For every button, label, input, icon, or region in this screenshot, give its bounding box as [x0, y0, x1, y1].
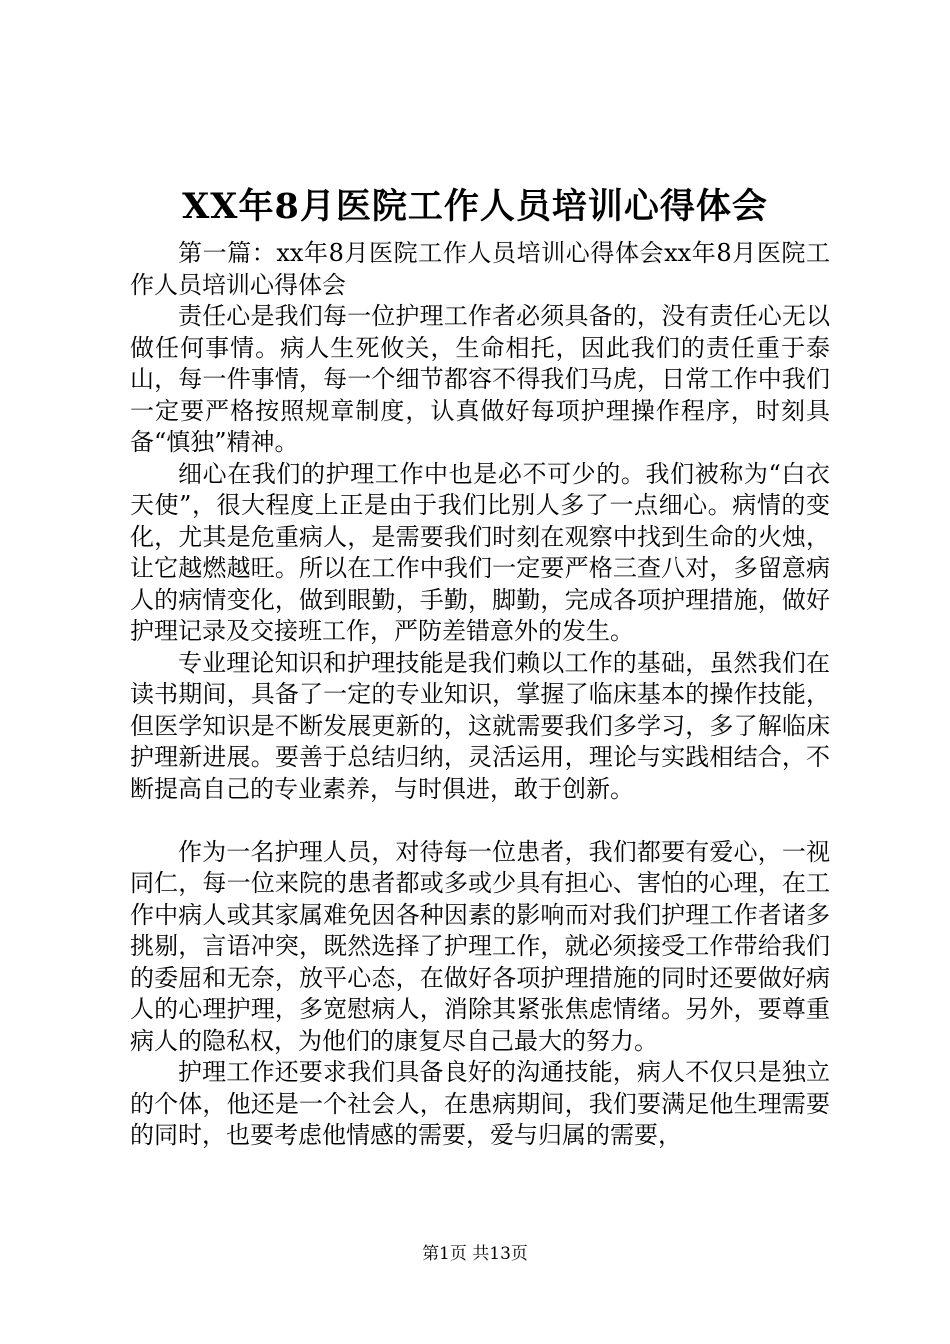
document-body [130, 238, 830, 1152]
paragraph-carefulness: 细心在我们的护理工作中也是必不可少的。我们被称为“白衣天使”，很大程度上正是由于我们比别人多了一点细心。病情的变化，尤其是危重病人，是需要我们时刻在观察中找到生命的火烛，让它越燃越旺。所以在工作中我们一定要严格三查八对，多留意病人的病情变化，做到眼勤，手勤，脚勤，完成各项护理措施，做好护理记录及交接班工作，严防差错意外的发生。 [130, 459, 830, 645]
paragraph-compassion: 作为一名护理人员，对待每一位患者，我们都要有爱心，一视同仁，每一位来院的患者都或多或少具有担心、害怕的心理，在工作中病人或其家属难免因各种因素的影响而对我们护理工作者诸多挑剔，言语冲突，既然选择了护理工作，就必须接受工作带给我们的委屈和无奈，放平心态，在做好各项护理措施的同时还要做好病人的心理护理，多宽慰病人，消除其紧张焦虑情绪。另外，要尊重病人的隐私权，为他们的康复尽自己最大的努力。 [130, 837, 830, 1055]
page-number-footer: 第1页 共13页 [422, 1244, 528, 1264]
paragraph-spacer [130, 805, 830, 837]
paragraph-intro: 第一篇：xx年8月医院工作人员培训心得体会xx年8月医院工作人员培训心得体会 [130, 239, 830, 299]
paragraph-responsibility: 责任心是我们每一位护理工作者必须具备的，没有责任心无以做任何事情。病人生死攸关，生命相托，因此我们的责任重于泰山，每一件事情，每一个细节都容不得我们马虎，日常工作中我们一定要严格按照规章制度，认真做好每项护理操作程序，时刻具备“慎独”精神。 [130, 302, 830, 456]
paragraph-professional-skills: 专业理论知识和护理技能是我们赖以工作的基础，虽然我们在读书期间，具备了一定的专业知识，掌握了临床基本的操作技能，但医学知识是不断发展更新的，这就需要我们多学习，多了解临床护理新进展。要善于总结归纳，灵活运用，理论与实践相结合，不断提高自己的专业素养，与时俱进，敢于创新。 [130, 648, 830, 803]
paragraph-communication: 护理工作还要求我们具备良好的沟通技能，病人不仅只是独立的个体，他还是一个社会人，在患病期间，我们要满足他生理需要的同时，也要考虑他情感的需要，爱与归属的需要， [130, 1058, 830, 1149]
document-title: XX年8月医院工作人员培训心得体会 [182, 186, 768, 227]
